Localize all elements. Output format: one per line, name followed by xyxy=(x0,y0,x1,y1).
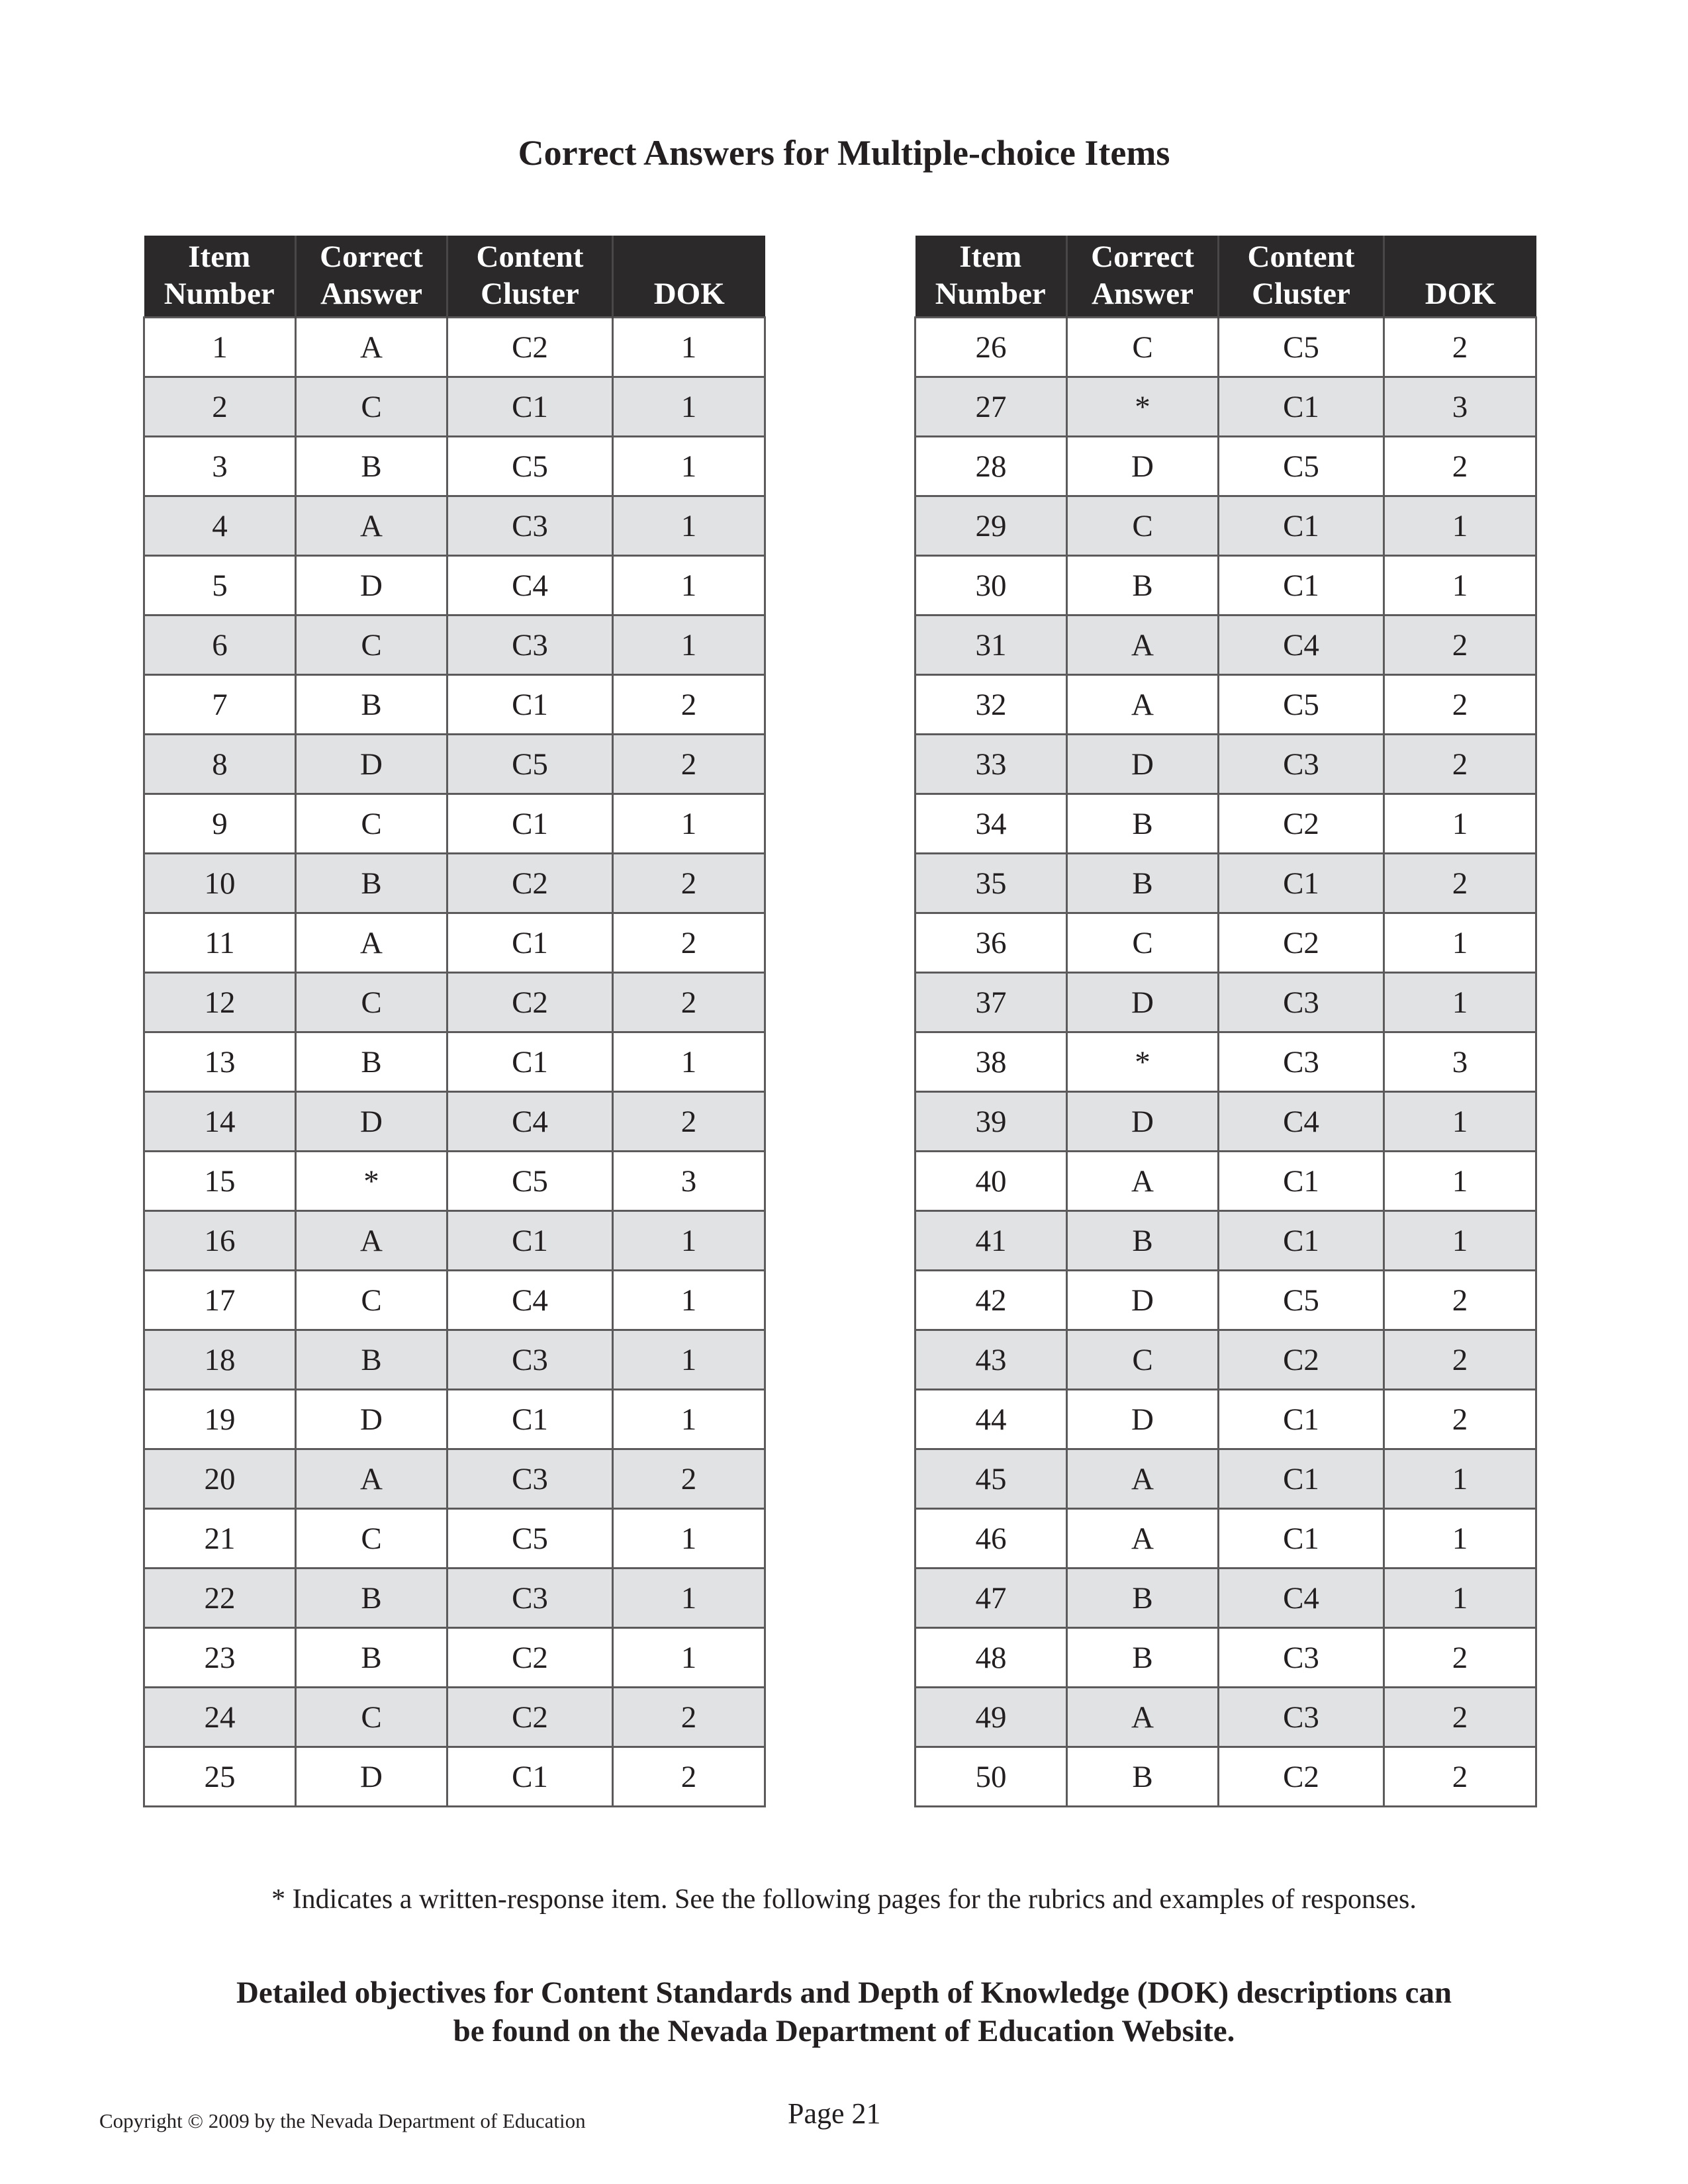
correct-answer-cell: C xyxy=(296,1509,447,1569)
dok-cell: 1 xyxy=(613,496,765,556)
item-number-cell: 28 xyxy=(915,437,1067,496)
header-item-number: Item Number xyxy=(144,236,296,318)
table-row xyxy=(915,1032,1536,1092)
item-number-cell: 48 xyxy=(915,1628,1067,1688)
correct-answer-cell: A xyxy=(296,496,447,556)
header-dok: DOK xyxy=(1384,236,1536,318)
table-row xyxy=(144,1271,765,1330)
content-cluster-cell: C5 xyxy=(1219,675,1384,735)
correct-answer-cell: C xyxy=(1067,496,1219,556)
item-number-cell: 29 xyxy=(915,496,1067,556)
content-cluster-cell: C1 xyxy=(1219,377,1384,437)
item-number-cell: 24 xyxy=(144,1688,296,1747)
item-number-cell: 8 xyxy=(144,735,296,794)
content-cluster-cell: C1 xyxy=(1219,1211,1384,1271)
correct-answer-cell: A xyxy=(296,318,447,377)
table-row xyxy=(915,1092,1536,1152)
table-row xyxy=(915,735,1536,794)
content-cluster-cell: C2 xyxy=(447,1628,613,1688)
item-number-cell: 2 xyxy=(144,377,296,437)
content-cluster-cell: C1 xyxy=(447,794,613,854)
table-row xyxy=(915,1330,1536,1390)
dok-cell: 1 xyxy=(613,1271,765,1330)
dok-cell: 1 xyxy=(1384,973,1536,1032)
item-number-cell: 20 xyxy=(144,1449,296,1509)
header-correct-answer: Correct Answer xyxy=(296,236,447,318)
content-cluster-cell: C1 xyxy=(1219,1449,1384,1509)
item-number-cell: 12 xyxy=(144,973,296,1032)
correct-answer-cell: B xyxy=(296,1032,447,1092)
content-cluster-cell: C2 xyxy=(1219,794,1384,854)
table-row xyxy=(915,1688,1536,1747)
dok-cell: 2 xyxy=(613,1092,765,1152)
correct-answer-cell: B xyxy=(296,1628,447,1688)
correct-answer-cell: C xyxy=(296,973,447,1032)
correct-answer-cell: C xyxy=(296,794,447,854)
item-number-cell: 44 xyxy=(915,1390,1067,1449)
table-header-row xyxy=(144,236,765,318)
correct-answer-cell: A xyxy=(296,1211,447,1271)
table-row xyxy=(915,973,1536,1032)
item-number-cell: 34 xyxy=(915,794,1067,854)
content-cluster-cell: C1 xyxy=(447,913,613,973)
table-row xyxy=(144,1092,765,1152)
item-number-cell: 4 xyxy=(144,496,296,556)
item-number-cell: 6 xyxy=(144,615,296,675)
content-cluster-cell: C2 xyxy=(447,318,613,377)
item-number-cell: 32 xyxy=(915,675,1067,735)
dok-cell: 1 xyxy=(613,318,765,377)
item-number-cell: 18 xyxy=(144,1330,296,1390)
correct-answer-cell: B xyxy=(1067,1628,1219,1688)
table-row xyxy=(915,377,1536,437)
item-number-cell: 5 xyxy=(144,556,296,615)
dok-cell: 3 xyxy=(613,1152,765,1211)
content-cluster-cell: C3 xyxy=(1219,1032,1384,1092)
content-cluster-cell: C1 xyxy=(447,377,613,437)
dok-cell: 1 xyxy=(613,437,765,496)
content-cluster-cell: C1 xyxy=(447,675,613,735)
table-row xyxy=(915,1152,1536,1211)
content-cluster-cell: C3 xyxy=(447,1449,613,1509)
table-row xyxy=(915,1509,1536,1569)
correct-answer-cell: * xyxy=(1067,1032,1219,1092)
table-row xyxy=(144,1569,765,1628)
correct-answer-cell: D xyxy=(1067,1271,1219,1330)
content-cluster-cell: C5 xyxy=(1219,1271,1384,1330)
correct-answer-cell: D xyxy=(1067,437,1219,496)
dok-cell: 2 xyxy=(613,735,765,794)
detail-line-2: be found on the Nevada Department of Education Website. xyxy=(453,2014,1235,2048)
table-row xyxy=(915,1271,1536,1330)
correct-answer-cell: B xyxy=(1067,1747,1219,1807)
content-cluster-cell: C3 xyxy=(447,1569,613,1628)
header-item-number: Item Number xyxy=(915,236,1067,318)
correct-answer-cell: A xyxy=(1067,1509,1219,1569)
dok-cell: 1 xyxy=(1384,913,1536,973)
correct-answer-cell: D xyxy=(296,735,447,794)
header-content-cluster: Content Cluster xyxy=(1219,236,1384,318)
correct-answer-cell: B xyxy=(1067,854,1219,913)
correct-answer-cell: B xyxy=(1067,1569,1219,1628)
content-cluster-cell: C5 xyxy=(1219,318,1384,377)
correct-answer-cell: D xyxy=(1067,1092,1219,1152)
footnote: * Indicates a written-response item. See the following pages for the rubrics and examples of responses. xyxy=(271,1884,1417,1915)
item-number-cell: 9 xyxy=(144,794,296,854)
item-number-cell: 36 xyxy=(915,913,1067,973)
correct-answer-cell: A xyxy=(1067,1449,1219,1509)
item-number-cell: 46 xyxy=(915,1509,1067,1569)
content-cluster-cell: C3 xyxy=(1219,1688,1384,1747)
page-number: Page 21 xyxy=(788,2097,881,2130)
answer-table-right xyxy=(914,236,1537,1807)
dok-cell: 2 xyxy=(613,854,765,913)
dok-cell: 1 xyxy=(1384,1211,1536,1271)
correct-answer-cell: B xyxy=(296,437,447,496)
item-number-cell: 16 xyxy=(144,1211,296,1271)
dok-cell: 1 xyxy=(613,556,765,615)
item-number-cell: 35 xyxy=(915,854,1067,913)
content-cluster-cell: C2 xyxy=(447,854,613,913)
dok-cell: 2 xyxy=(1384,318,1536,377)
item-number-cell: 41 xyxy=(915,1211,1067,1271)
correct-answer-cell: A xyxy=(1067,1688,1219,1747)
dok-cell: 1 xyxy=(1384,496,1536,556)
table-row xyxy=(915,1390,1536,1449)
content-cluster-cell: C4 xyxy=(447,1092,613,1152)
table-row xyxy=(144,1509,765,1569)
table-row xyxy=(144,1449,765,1509)
table-row xyxy=(144,1152,765,1211)
table-row xyxy=(144,1032,765,1092)
content-cluster-cell: C5 xyxy=(447,735,613,794)
table-row xyxy=(915,496,1536,556)
table-row xyxy=(144,913,765,973)
content-cluster-cell: C3 xyxy=(1219,973,1384,1032)
content-cluster-cell: C3 xyxy=(1219,735,1384,794)
correct-answer-cell: C xyxy=(296,615,447,675)
correct-answer-cell: B xyxy=(296,675,447,735)
table-row xyxy=(144,318,765,377)
table-row xyxy=(144,1211,765,1271)
content-cluster-cell: C2 xyxy=(1219,913,1384,973)
dok-cell: 1 xyxy=(613,1032,765,1092)
content-cluster-cell: C1 xyxy=(1219,1152,1384,1211)
item-number-cell: 27 xyxy=(915,377,1067,437)
item-number-cell: 33 xyxy=(915,735,1067,794)
content-cluster-cell: C1 xyxy=(447,1032,613,1092)
correct-answer-cell: C xyxy=(296,1271,447,1330)
content-cluster-cell: C4 xyxy=(447,1271,613,1330)
dok-cell: 2 xyxy=(1384,1390,1536,1449)
item-number-cell: 30 xyxy=(915,556,1067,615)
table-header-row xyxy=(915,236,1536,318)
content-cluster-cell: C4 xyxy=(447,556,613,615)
item-number-cell: 47 xyxy=(915,1569,1067,1628)
table-row xyxy=(144,1688,765,1747)
table-row xyxy=(915,556,1536,615)
dok-cell: 2 xyxy=(613,675,765,735)
correct-answer-cell: D xyxy=(296,1092,447,1152)
dok-cell: 2 xyxy=(613,1747,765,1807)
correct-answer-cell: D xyxy=(296,1747,447,1807)
item-number-cell: 23 xyxy=(144,1628,296,1688)
content-cluster-cell: C2 xyxy=(1219,1330,1384,1390)
dok-cell: 2 xyxy=(1384,437,1536,496)
dok-cell: 1 xyxy=(1384,556,1536,615)
dok-cell: 1 xyxy=(1384,1569,1536,1628)
table-row xyxy=(915,794,1536,854)
content-cluster-cell: C1 xyxy=(1219,1509,1384,1569)
dok-cell: 1 xyxy=(1384,1092,1536,1152)
table-row xyxy=(915,318,1536,377)
correct-answer-cell: D xyxy=(1067,1390,1219,1449)
content-cluster-cell: C4 xyxy=(1219,1092,1384,1152)
table-row xyxy=(144,496,765,556)
item-number-cell: 13 xyxy=(144,1032,296,1092)
item-number-cell: 40 xyxy=(915,1152,1067,1211)
dok-cell: 2 xyxy=(1384,854,1536,913)
header-content-cluster: Content Cluster xyxy=(447,236,613,318)
correct-answer-cell: C xyxy=(1067,318,1219,377)
content-cluster-cell: C1 xyxy=(447,1747,613,1807)
item-number-cell: 14 xyxy=(144,1092,296,1152)
table-row xyxy=(144,1747,765,1807)
content-cluster-cell: C3 xyxy=(447,496,613,556)
correct-answer-cell: B xyxy=(296,1330,447,1390)
correct-answer-cell: * xyxy=(296,1152,447,1211)
content-cluster-cell: C4 xyxy=(1219,1569,1384,1628)
correct-answer-cell: A xyxy=(1067,1152,1219,1211)
detail-line-1: Detailed objectives for Content Standards and Depth of Knowledge (DOK) descriptions can xyxy=(236,1976,1452,2010)
item-number-cell: 10 xyxy=(144,854,296,913)
dok-cell: 2 xyxy=(613,1688,765,1747)
item-number-cell: 31 xyxy=(915,615,1067,675)
correct-answer-cell: C xyxy=(1067,1330,1219,1390)
correct-answer-cell: B xyxy=(1067,556,1219,615)
table-row xyxy=(915,913,1536,973)
dok-cell: 1 xyxy=(613,794,765,854)
correct-answer-cell: C xyxy=(296,377,447,437)
dok-cell: 2 xyxy=(1384,1330,1536,1390)
table-row xyxy=(915,1569,1536,1628)
content-cluster-cell: C1 xyxy=(1219,1390,1384,1449)
correct-answer-cell: D xyxy=(296,1390,447,1449)
detail-note xyxy=(0,1974,1688,2050)
item-number-cell: 15 xyxy=(144,1152,296,1211)
dok-cell: 1 xyxy=(1384,1449,1536,1509)
table-row xyxy=(144,794,765,854)
table-row xyxy=(144,437,765,496)
dok-cell: 1 xyxy=(613,1569,765,1628)
table-row xyxy=(915,615,1536,675)
header-correct-answer: Correct Answer xyxy=(1067,236,1219,318)
item-number-cell: 39 xyxy=(915,1092,1067,1152)
dok-cell: 2 xyxy=(1384,675,1536,735)
item-number-cell: 21 xyxy=(144,1509,296,1569)
item-number-cell: 45 xyxy=(915,1449,1067,1509)
table-row xyxy=(915,1211,1536,1271)
table-row xyxy=(144,675,765,735)
item-number-cell: 37 xyxy=(915,973,1067,1032)
correct-answer-cell: * xyxy=(1067,377,1219,437)
item-number-cell: 42 xyxy=(915,1271,1067,1330)
dok-cell: 1 xyxy=(613,1390,765,1449)
header-dok: DOK xyxy=(613,236,765,318)
table-row xyxy=(144,1390,765,1449)
dok-cell: 1 xyxy=(1384,1509,1536,1569)
content-cluster-cell: C5 xyxy=(447,437,613,496)
table-row xyxy=(144,854,765,913)
correct-answer-cell: A xyxy=(296,913,447,973)
table-row xyxy=(915,1747,1536,1807)
table-row xyxy=(144,556,765,615)
dok-cell: 2 xyxy=(613,1449,765,1509)
dok-cell: 2 xyxy=(613,913,765,973)
item-number-cell: 11 xyxy=(144,913,296,973)
correct-answer-cell: A xyxy=(1067,675,1219,735)
content-cluster-cell: C3 xyxy=(447,1330,613,1390)
dok-cell: 3 xyxy=(1384,1032,1536,1092)
content-cluster-cell: C2 xyxy=(1219,1747,1384,1807)
dok-cell: 2 xyxy=(1384,1271,1536,1330)
dok-cell: 2 xyxy=(1384,1747,1536,1807)
item-number-cell: 3 xyxy=(144,437,296,496)
content-cluster-cell: C4 xyxy=(1219,615,1384,675)
item-number-cell: 19 xyxy=(144,1390,296,1449)
dok-cell: 1 xyxy=(613,1628,765,1688)
dok-cell: 1 xyxy=(613,615,765,675)
item-number-cell: 22 xyxy=(144,1569,296,1628)
content-cluster-cell: C3 xyxy=(1219,1628,1384,1688)
dok-cell: 2 xyxy=(613,973,765,1032)
content-cluster-cell: C1 xyxy=(447,1390,613,1449)
content-cluster-cell: C2 xyxy=(447,1688,613,1747)
table-row xyxy=(144,1330,765,1390)
dok-cell: 2 xyxy=(1384,1688,1536,1747)
item-number-cell: 1 xyxy=(144,318,296,377)
correct-answer-cell: B xyxy=(296,854,447,913)
item-number-cell: 17 xyxy=(144,1271,296,1330)
table-row xyxy=(915,675,1536,735)
item-number-cell: 49 xyxy=(915,1688,1067,1747)
correct-answer-cell: B xyxy=(1067,794,1219,854)
item-number-cell: 25 xyxy=(144,1747,296,1807)
dok-cell: 1 xyxy=(613,1211,765,1271)
item-number-cell: 7 xyxy=(144,675,296,735)
dok-cell: 3 xyxy=(1384,377,1536,437)
item-number-cell: 26 xyxy=(915,318,1067,377)
item-number-cell: 43 xyxy=(915,1330,1067,1390)
page-title: Correct Answers for Multiple-choice Items xyxy=(518,133,1170,173)
content-cluster-cell: C1 xyxy=(1219,556,1384,615)
table-row xyxy=(144,615,765,675)
content-cluster-cell: C1 xyxy=(1219,854,1384,913)
content-cluster-cell: C1 xyxy=(1219,496,1384,556)
correct-answer-cell: D xyxy=(1067,735,1219,794)
answer-table-left xyxy=(143,236,766,1807)
copyright: Copyright © 2009 by the Nevada Department of Education xyxy=(99,2109,586,2132)
dok-cell: 2 xyxy=(1384,1628,1536,1688)
dok-cell: 2 xyxy=(1384,615,1536,675)
content-cluster-cell: C5 xyxy=(1219,437,1384,496)
item-number-cell: 50 xyxy=(915,1747,1067,1807)
correct-answer-cell: C xyxy=(1067,913,1219,973)
table-row xyxy=(144,377,765,437)
item-number-cell: 38 xyxy=(915,1032,1067,1092)
correct-answer-cell: C xyxy=(296,1688,447,1747)
content-cluster-cell: C3 xyxy=(447,615,613,675)
correct-answer-cell: A xyxy=(296,1449,447,1509)
content-cluster-cell: C1 xyxy=(447,1211,613,1271)
dok-cell: 1 xyxy=(1384,1152,1536,1211)
content-cluster-cell: C2 xyxy=(447,973,613,1032)
content-cluster-cell: C5 xyxy=(447,1509,613,1569)
correct-answer-cell: B xyxy=(1067,1211,1219,1271)
table-row xyxy=(915,1628,1536,1688)
dok-cell: 1 xyxy=(613,1330,765,1390)
dok-cell: 1 xyxy=(613,1509,765,1569)
table-row xyxy=(144,735,765,794)
table-row xyxy=(144,1628,765,1688)
correct-answer-cell: D xyxy=(296,556,447,615)
correct-answer-cell: B xyxy=(296,1569,447,1628)
table-row xyxy=(915,437,1536,496)
dok-cell: 1 xyxy=(1384,794,1536,854)
correct-answer-cell: D xyxy=(1067,973,1219,1032)
table-row xyxy=(144,973,765,1032)
table-row xyxy=(915,1449,1536,1509)
table-row xyxy=(915,854,1536,913)
correct-answer-cell: A xyxy=(1067,615,1219,675)
dok-cell: 1 xyxy=(613,377,765,437)
dok-cell: 2 xyxy=(1384,735,1536,794)
content-cluster-cell: C5 xyxy=(447,1152,613,1211)
